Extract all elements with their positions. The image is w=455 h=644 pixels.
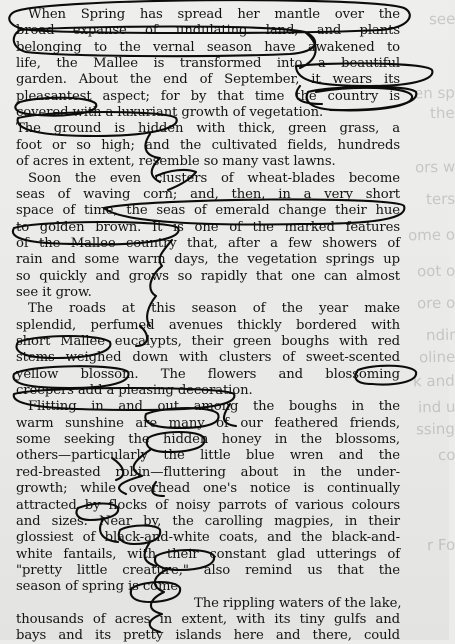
text-line: and sizes. Near by, the carolling magpies, in their xyxy=(16,513,400,529)
text-line: warm sunshine are many of our feathered friends, xyxy=(16,415,400,431)
text-line: red-breasted robin—fluttering about in the under- xyxy=(16,464,400,480)
text-line: broad expanse of undulating land, and plants xyxy=(16,23,400,39)
ghost-text: ssing xyxy=(416,419,455,439)
text-line: splendid, perfumed avenues thickly bordered with xyxy=(16,317,400,333)
text-line: foot or so high; and the cultivated fields, hundreds xyxy=(16,137,400,153)
text-line: some seeking the hidden honey in the blossoms, xyxy=(16,432,400,448)
text-line: to golden brown. It is one of the marked features xyxy=(16,219,400,235)
ghost-text: en sp xyxy=(414,83,455,103)
ghost-text: oline xyxy=(418,347,455,367)
text-line: of acres in extent, resemble so many vast lawns. xyxy=(16,154,336,170)
text-line: The roads at this season of the year make xyxy=(28,301,400,317)
text-line: stems weighed down with clusters of sweet-scented xyxy=(16,350,400,366)
text-line: space of time, the seas of emerald change their hue xyxy=(16,203,400,219)
text-line: life, the Mallee is transformed into a beautiful xyxy=(16,56,400,72)
ghost-text: k and xyxy=(413,371,455,391)
text-line: others—particularly the little blue wren and the xyxy=(16,448,400,464)
ghost-text: ters xyxy=(425,189,455,209)
text-line: growth; while overhead one's notice is continually xyxy=(16,481,400,497)
text-line: bays and its pretty islands here and there, could xyxy=(16,628,400,644)
ghost-text: ind u xyxy=(417,397,455,417)
text-line: white fantails, with their constant glad utterings of xyxy=(16,546,400,562)
text-line: of the Mallee country that, after a few showers of xyxy=(16,235,400,251)
ghost-text: oot o xyxy=(416,261,455,281)
ghost-text: the xyxy=(430,103,455,123)
text-line: Flitting in and out among the boughs in the xyxy=(28,399,400,415)
text-line: season of spring is come. xyxy=(16,579,183,595)
text-line: attracted by flocks of noisy parrots of various colours xyxy=(16,497,400,513)
text-line: creepers add a pleasing decoration. xyxy=(16,383,253,399)
text-line: seas of waving corn; and, then, in a very short xyxy=(16,186,400,202)
text-line: covered with a luxuriant growth of vegetation. xyxy=(16,105,324,121)
text-line: yellow blossom. The flowers and blossoming xyxy=(16,366,400,382)
ghost-text: ndir xyxy=(425,325,455,345)
text-line: glossiest of black-and-white coats, and the black-and- xyxy=(16,530,400,546)
text-line: see it grow. xyxy=(16,284,92,300)
text-line: pleasantest aspect; for by that time the country is xyxy=(16,88,400,104)
text-line: When Spring has spread her mantle over the xyxy=(28,7,400,22)
ghost-text: ome o xyxy=(407,225,455,245)
ghost-text: co xyxy=(437,445,455,465)
text-line: The ground is hidden with thick, green grass, a xyxy=(16,121,400,137)
ghost-text: ors w xyxy=(414,157,455,177)
text-line: garden. About the end of September, it wears its xyxy=(16,72,400,88)
text-line: thousands of acres in extent, with its tiny gulfs and xyxy=(16,611,400,627)
text-line: so quickly and grows so rapidly that one can almost xyxy=(16,268,400,284)
text-line: The rippling waters of the lake, xyxy=(194,595,402,611)
text-line: rain and some warm days, the vegetation springs up xyxy=(16,252,400,268)
text-line: belonging to the vernal season have awakened to xyxy=(16,39,400,55)
ghost-text: ore o xyxy=(416,293,455,313)
text-line: short Mallee eucalypts, their green boughs with red xyxy=(16,334,400,349)
ghost-text: see xyxy=(428,9,455,29)
text-line: "pretty little creature," also remind us that the xyxy=(16,562,400,578)
text-line: Soon the even clusters of wheat-blades become xyxy=(28,170,400,186)
ghost-text: r Fo xyxy=(426,535,455,555)
